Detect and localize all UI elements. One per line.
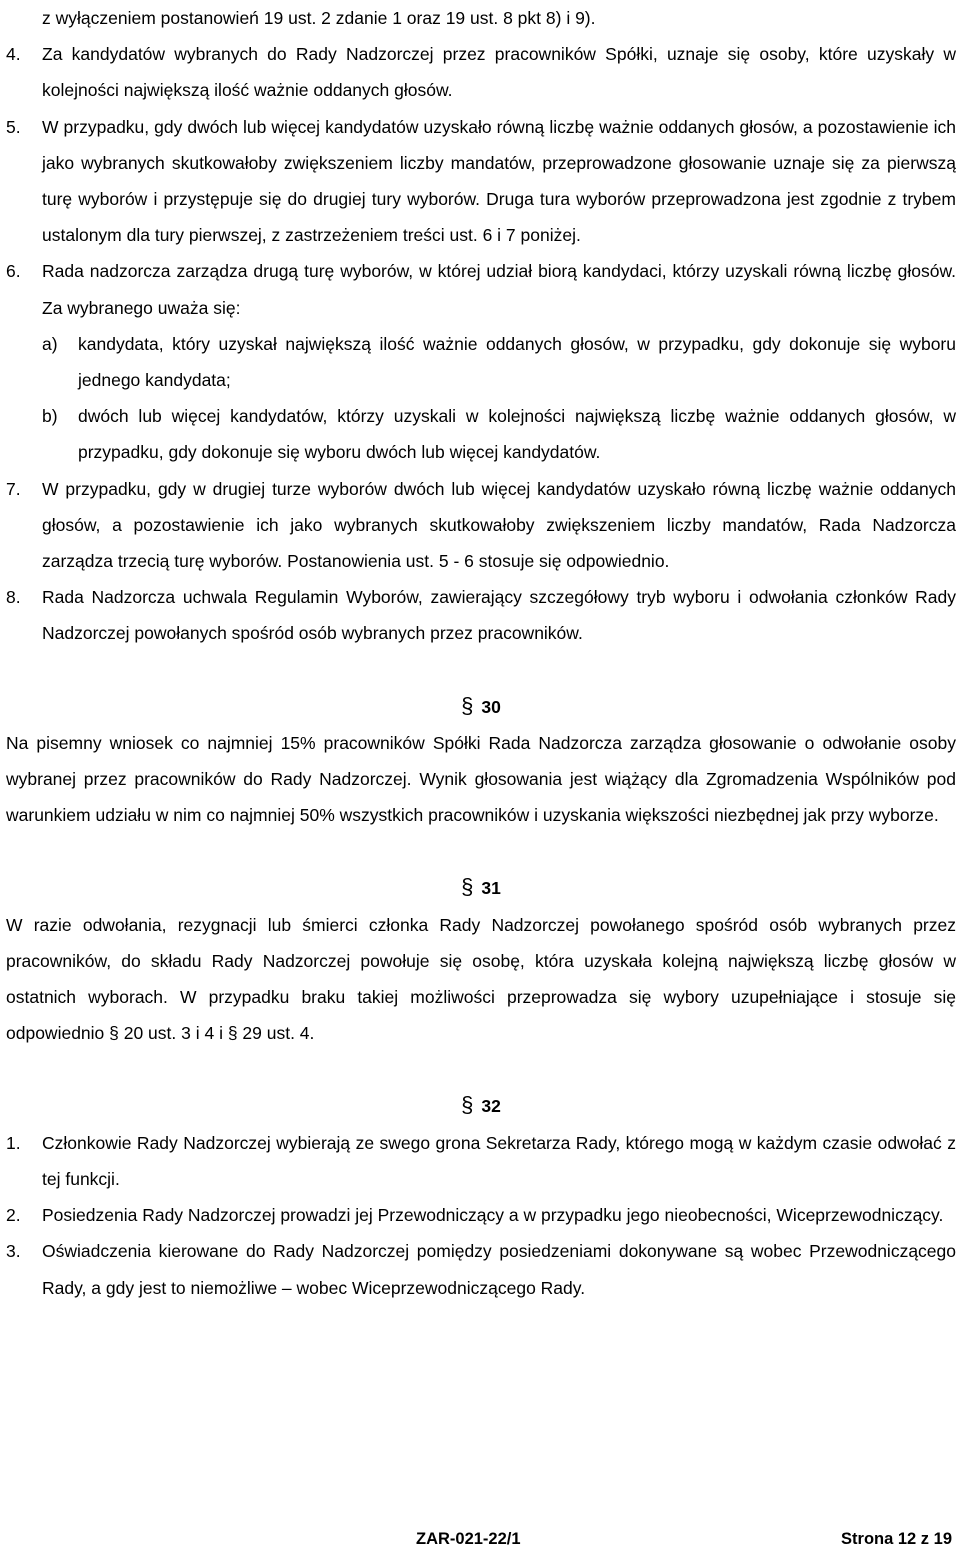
section-31-body: W razie odwołania, rezygnacji lub śmierci członka Rady Nadzorczej powołanego spośród osób wybranych przez pracowników, do składu Rady Nadzorczej powołuje się osobę, która uzyskała kolejną największą liczbę głosów w ostatnich wyborach. W przypadku braku takiej możliwości przeprowadza się wybory uzupełniające i stosuje się odpowiednio § 20 ust. 3 i 4 i § 29 ust. 4. bbox=[6, 914, 956, 1044]
section-spacer bbox=[6, 1051, 956, 1087]
section-spacer bbox=[6, 833, 956, 869]
list-item-6 bbox=[6, 253, 956, 325]
section-32-item-1 bbox=[6, 1125, 956, 1197]
list-item-text: Posiedzenia Rady Nadzorczej prowadzi jej Przewodniczący a w przypadku jego nieobecności, Wiceprzewodniczący. bbox=[42, 1205, 944, 1226]
section-number: 30 bbox=[481, 696, 501, 717]
list-item-number: 2. bbox=[6, 1205, 21, 1226]
section-number: 31 bbox=[481, 878, 501, 899]
list-item-number: 5. bbox=[6, 116, 21, 137]
section-heading-31 bbox=[6, 869, 956, 906]
section-30-body: Na pisemny wniosek co najmniej 15% pracowników Spółki Rada Nadzorcza zarządza głosowanie o odwołanie osoby wybranej przez pracowników do Rady Nadzorczej. Wynik głosowania jest wiążący dla Zgromadzenia Wspólników pod warunkiem udziału w nim co najmniej 50% wszystkich pracowników i uzyskania większości niezbędnej jak przy wyborze. bbox=[6, 732, 956, 826]
list-item-number: 8. bbox=[6, 587, 21, 608]
section-32-item-2 bbox=[6, 1197, 956, 1233]
sub-item-text: dwóch lub więcej kandydatów, którzy uzyskali w kolejności największą liczbę ważnie oddanych głosów, w przypadku, gdy dokonuje się wyboru dwóch lub więcej kandydatów. bbox=[78, 406, 956, 463]
list-item-number: 4. bbox=[6, 44, 21, 65]
section-32-item-3 bbox=[6, 1233, 956, 1305]
section-heading-30 bbox=[6, 688, 956, 725]
page-number: Strona 12 z 19 bbox=[841, 1530, 952, 1548]
list-item-8 bbox=[6, 579, 956, 651]
document-code: ZAR-021-22/1 bbox=[416, 1530, 521, 1548]
list-item-text: Rada Nadzorcza uchwala Regulamin Wyborów, zawierający szczegółowy tryb wyboru i odwołania członków Rady Nadzorczej powołanych spośród osób wybranych przez pracowników. bbox=[42, 587, 956, 644]
sub-item-letter: b) bbox=[42, 406, 58, 427]
sub-item-letter: a) bbox=[42, 333, 58, 354]
sub-item-b bbox=[6, 398, 956, 470]
list-item-number: 3. bbox=[6, 1241, 21, 1262]
list-item-text: Członkowie Rady Nadzorczej wybierają ze swego grona Sekretarza Rady, którego mogą w każdym czasie odwołać z tej funkcji. bbox=[42, 1132, 956, 1189]
list-item-text: W przypadku, gdy w drugiej turze wyborów dwóch lub więcej kandydatów uzyskało równą liczbę ważnie oddanych głosów, a pozostawienie ich jako wybranych skutkowałoby zwiększeniem liczby mandatów, Rada Nadzorcza zarządza trzecią turę wyborów. Postanowienia ust. 5 - 6 stosuje się odpowiednio. bbox=[42, 478, 956, 572]
list-item-text: Za kandydatów wybranych do Rady Nadzorczej przez pracowników Spółki, uznaje się osoby, które uzyskały w kolejności największą ilość ważnie oddanych głosów. bbox=[42, 44, 956, 101]
list-item-text: W przypadku, gdy dwóch lub więcej kandydatów uzyskało równą liczbę ważnie oddanych głosów, a pozostawienie ich jako wybranych skutkowałoby zwiększeniem liczby mandatów, przeprowadzone głosowanie uznaje się za pierwszą turę wyborów i przystępuje się do drugiej tury wyborów. Druga tura wyborów przeprowadzona jest zgodnie z trybem ustalonym dla tury pierwszej, z zastrzeżeniem treści ust. 6 i 7 poniżej. bbox=[42, 116, 956, 246]
section-spacer bbox=[6, 652, 956, 688]
list-item-5 bbox=[6, 109, 956, 254]
list-item-number: 1. bbox=[6, 1132, 21, 1153]
paragraph-symbol: § bbox=[461, 692, 474, 718]
list-item-text: Rada nadzorcza zarządza drugą turę wyborów, w której udział biorą kandydaci, którzy uzyskali równą liczbę głosów. Za wybranego uważa się: bbox=[42, 261, 956, 318]
list-item-7 bbox=[6, 471, 956, 580]
sub-item-a bbox=[6, 326, 956, 398]
paragraph-symbol: § bbox=[461, 1092, 474, 1118]
intro-line: z wyłączeniem postanowień 19 ust. 2 zdanie 1 oraz 19 ust. 8 pkt 8) i 9). bbox=[42, 8, 596, 28]
document-page bbox=[6, 0, 956, 1548]
section-heading-32 bbox=[6, 1087, 956, 1124]
list-item-number: 7. bbox=[6, 478, 21, 499]
sub-item-text: kandydata, który uzyskał największą ilość ważnie oddanych głosów, w przypadku, gdy dokonuje się wyboru jednego kandydata; bbox=[78, 333, 956, 391]
list-item-text: Oświadczenia kierowane do Rady Nadzorczej pomiędzy posiedzeniami dokonywane są wobec Przewodniczącego Rady, a gdy jest to niemożliwe – wobec Wiceprzewodniczącego Rady. bbox=[42, 1241, 956, 1298]
paragraph-symbol: § bbox=[461, 874, 474, 900]
list-item-number: 6. bbox=[6, 261, 21, 282]
section-number: 32 bbox=[481, 1096, 501, 1117]
list-item-4 bbox=[6, 36, 956, 108]
